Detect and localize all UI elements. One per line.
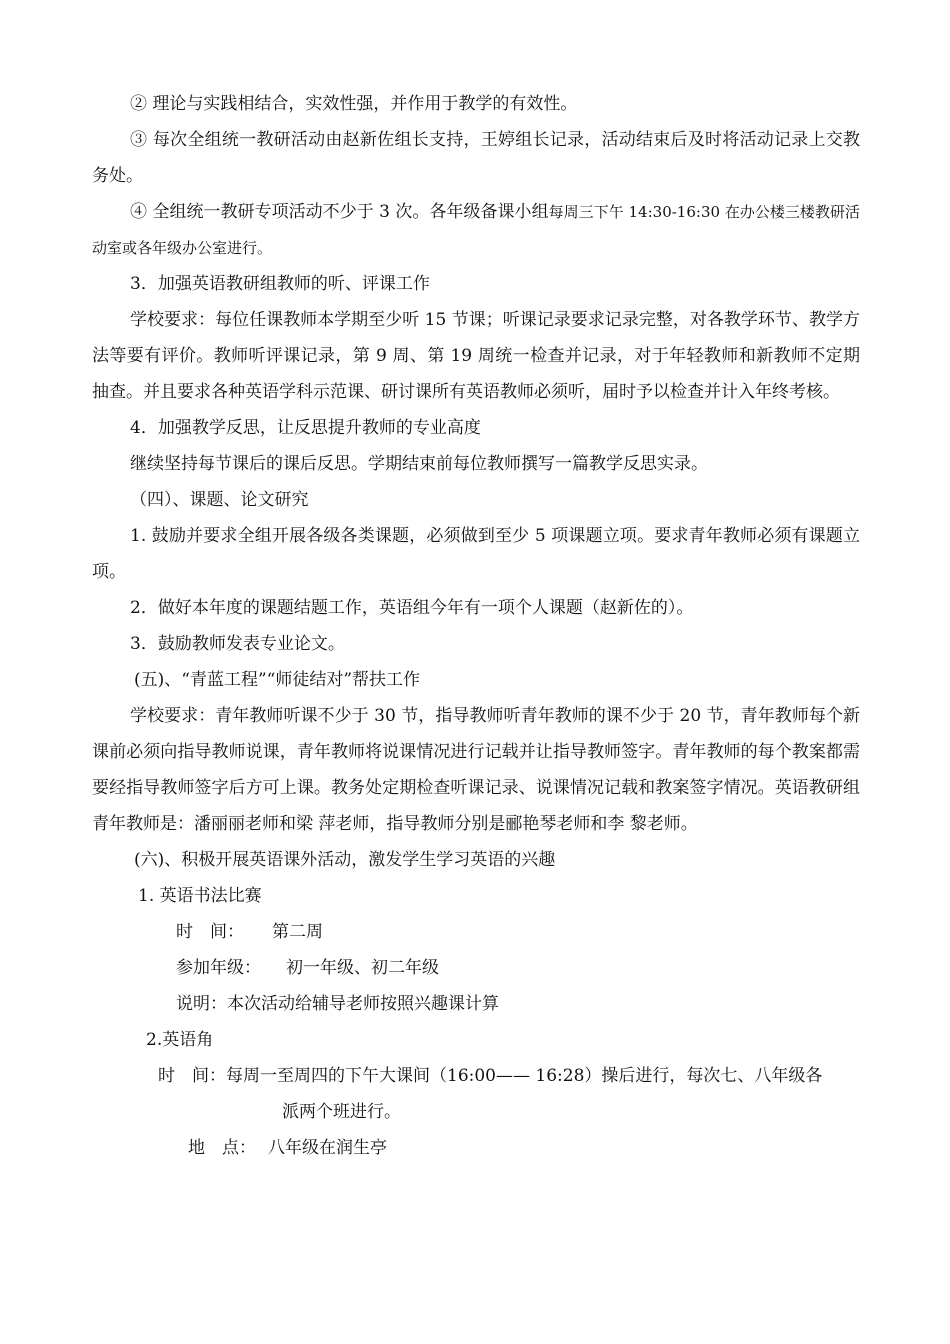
activity-1-grade-label: 参加年级： bbox=[176, 958, 261, 978]
activity-1-note: 说明：本次活动给辅导老师按照兴趣课计算 bbox=[176, 994, 499, 1014]
activity-1-time-value: 第二周 bbox=[272, 922, 323, 942]
paragraph-mentoring: 学校要求：青年教师听课不少于 30 节，指导教师听青年教师的课不少于 20 节，青年教师每个新课前必须向指导教师说课，青年教师将说课情况进行记载并让指导教师签字。青年教师的每个教案都需要经指导教师签字后方可上课。教务处定期检查听课记录、说课情况记载和教案签字情况。英语教研组青年教师是：潘丽丽老师和梁 萍老师，指导教师分别是郦艳琴老师和李 黎老师。 bbox=[92, 706, 860, 834]
paragraph-principle-4-main: ④ 全组统一教研专项活动不少于 3 次。各年级备课小组 bbox=[130, 202, 549, 222]
section-heading-5: (五)、“青蓝工程”“师徒结对”帮扶工作 bbox=[134, 670, 421, 690]
activity-2-time-value: 每周一至周四的下午大课间（16:00—— 16:28）操后进行，每次七、八年级各 bbox=[226, 1066, 823, 1086]
paragraph-principle-4-small: 每周三下午 14:30-16:30 在办公楼三楼教研活动室或各年级办公室进行。 bbox=[92, 203, 861, 257]
activity-2-place-value: 八年级在润生亭 bbox=[268, 1138, 387, 1158]
activity-1-time-label: 时 间： bbox=[176, 922, 244, 942]
paragraph-research-3: 3．鼓励教师发表专业论文。 bbox=[130, 634, 345, 654]
activity-1-grade-value: 初一年级、初二年级 bbox=[286, 958, 439, 978]
heading-item-4: 4．加强教学反思，让反思提升教师的专业高度 bbox=[130, 418, 481, 438]
section-heading-4: （四）、课题、论文研究 bbox=[130, 490, 309, 510]
paragraph-research-1: 1. 鼓励并要求全组开展各级各类课题，必须做到至少 5 项课题立项。要求青年教师必须有课题立项。 bbox=[92, 526, 860, 582]
activity-2-time-label: 时 间： bbox=[158, 1066, 226, 1086]
paragraph-principle-2: ② 理论与实践相结合，实效性强，并作用于教学的有效性。 bbox=[130, 94, 578, 114]
heading-item-3: 3．加强英语教研组教师的听、评课工作 bbox=[130, 274, 430, 294]
paragraph-listening-requirements: 学校要求：每位任课教师本学期至少听 15 节课；听课记录要求记录完整，对各教学环节、教学方法等要有评价。教师听评课记录，第 9 周、第 19 周统一检查并记录，对于年轻教师和新教师不定期抽查。并且要求各种英语学科示范课、研讨课所有英语教师必须听，届时予以检查并计入年终考核。 bbox=[92, 310, 860, 402]
paragraph-principle-3: ③ 每次全组统一教研活动由赵新佐组长支持，王婷组长记录，活动结束后及时将活动记录上交教务处。 bbox=[92, 130, 860, 186]
section-heading-6: (六)、积极开展英语课外活动，激发学生学习英语的兴趣 bbox=[134, 850, 556, 870]
activity-2-place bbox=[92, 1130, 860, 1166]
paragraph-research-2: 2．做好本年度的课题结题工作，英语组今年有一项个人课题（赵新佐的）。 bbox=[130, 598, 694, 618]
paragraph-principle-4 bbox=[92, 194, 860, 266]
activity-1-time bbox=[92, 914, 860, 950]
activity-2-time-continued: 派两个班进行。 bbox=[282, 1102, 401, 1122]
activity-1-grade bbox=[92, 950, 860, 986]
activity-2-place-label: 地 点： bbox=[188, 1138, 256, 1158]
activity-2-time bbox=[92, 1058, 860, 1094]
document-page bbox=[92, 86, 860, 1166]
activity-1-title: 1. 英语书法比赛 bbox=[138, 886, 262, 906]
paragraph-reflection: 继续坚持每节课后的课后反思。学期结束前每位教师撰写一篇教学反思实录。 bbox=[130, 454, 708, 474]
activity-2-title: 2.英语角 bbox=[146, 1030, 214, 1050]
